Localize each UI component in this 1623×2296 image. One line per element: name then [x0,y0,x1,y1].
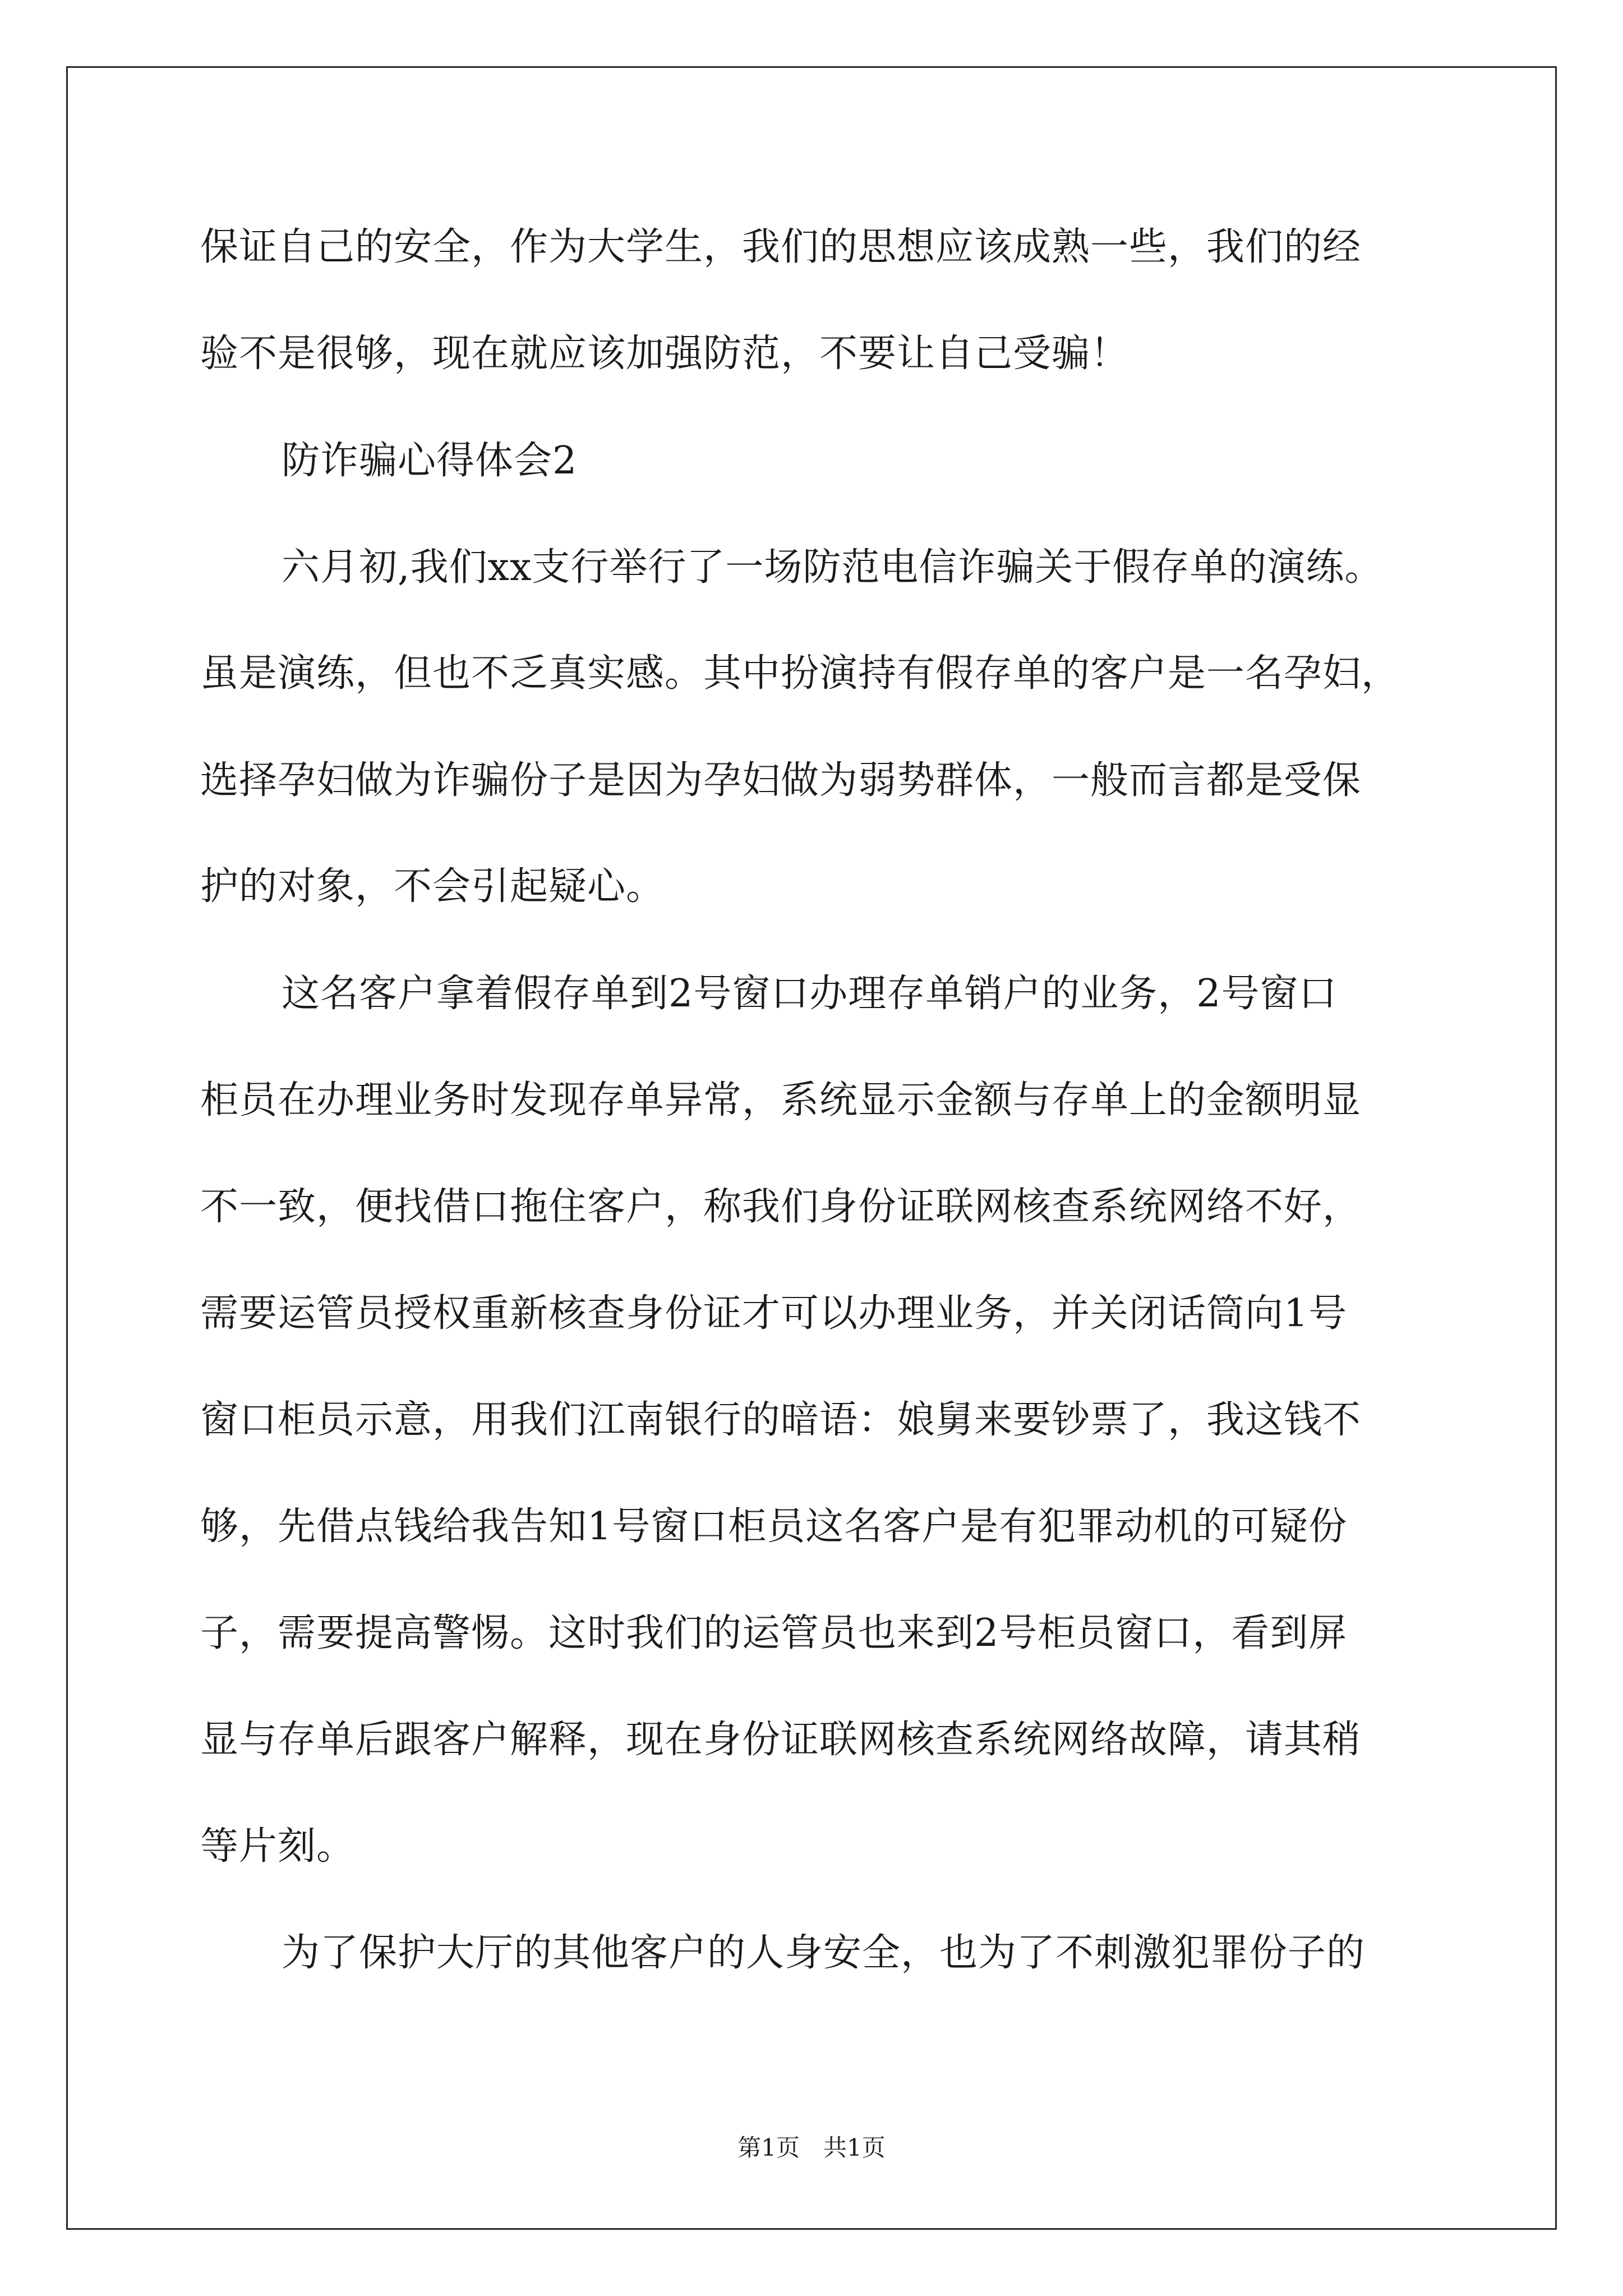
body-line: 柜员在办理业务时发现存单异常，系统显示金额与存单上的金额明显 [200,1078,1362,1122]
section-heading: 防诈骗心得体会2 [282,439,578,483]
body-line: 为了保护大厅的其他客户的人身安全，也为了不刺激犯罪份子的 [282,1931,1366,1975]
body-line: 不一致，便找借口拖住客户，称我们身份证联网核查系统网络不好， [200,1185,1362,1229]
body-line: 六月初,我们xx支行举行了一场防范电信诈骗关于假存单的演练。 [282,545,1384,590]
page-border [66,66,1557,2230]
body-line: 护的对象，不会引起疑心。 [200,864,665,909]
body-line: 虽是演练，但也不乏真实感。其中扮演持有假存单的客户是一名孕妇， [200,651,1400,696]
body-line: 保证自己的安全，作为大学生，我们的思想应该成熟一些，我们的经 [200,225,1362,269]
body-line: 显与存单后跟客户解释，现在身份证联网核查系统网络故障，请其稍 [200,1718,1362,1762]
body-line: 等片刻。 [200,1824,356,1869]
body-line: 选择孕妇做为诈骗份子是因为孕妇做为弱势群体，一般而言都是受保 [200,758,1362,803]
body-line: 子，需要提高警惕。这时我们的运管员也来到2号柜员窗口，看到屏 [200,1611,1348,1655]
body-line: 验不是很够，现在就应该加强防范，不要让自己受骗！ [200,332,1129,376]
page-footer: 第1页 共1页 [737,2134,886,2161]
body-line: 窗口柜员示意，用我们江南银行的暗语：娘舅来要钞票了，我这钱不 [200,1398,1362,1442]
body-line: 够，先借点钱给我告知1号窗口柜员这名客户是有犯罪动机的可疑份 [200,1504,1348,1549]
body-line: 需要运管员授权重新核查身份证才可以办理业务，并关闭话筒向1号 [200,1291,1348,1336]
body-line: 这名客户拿着假存单到2号窗口办理存单销户的业务，2号窗口 [282,972,1338,1016]
